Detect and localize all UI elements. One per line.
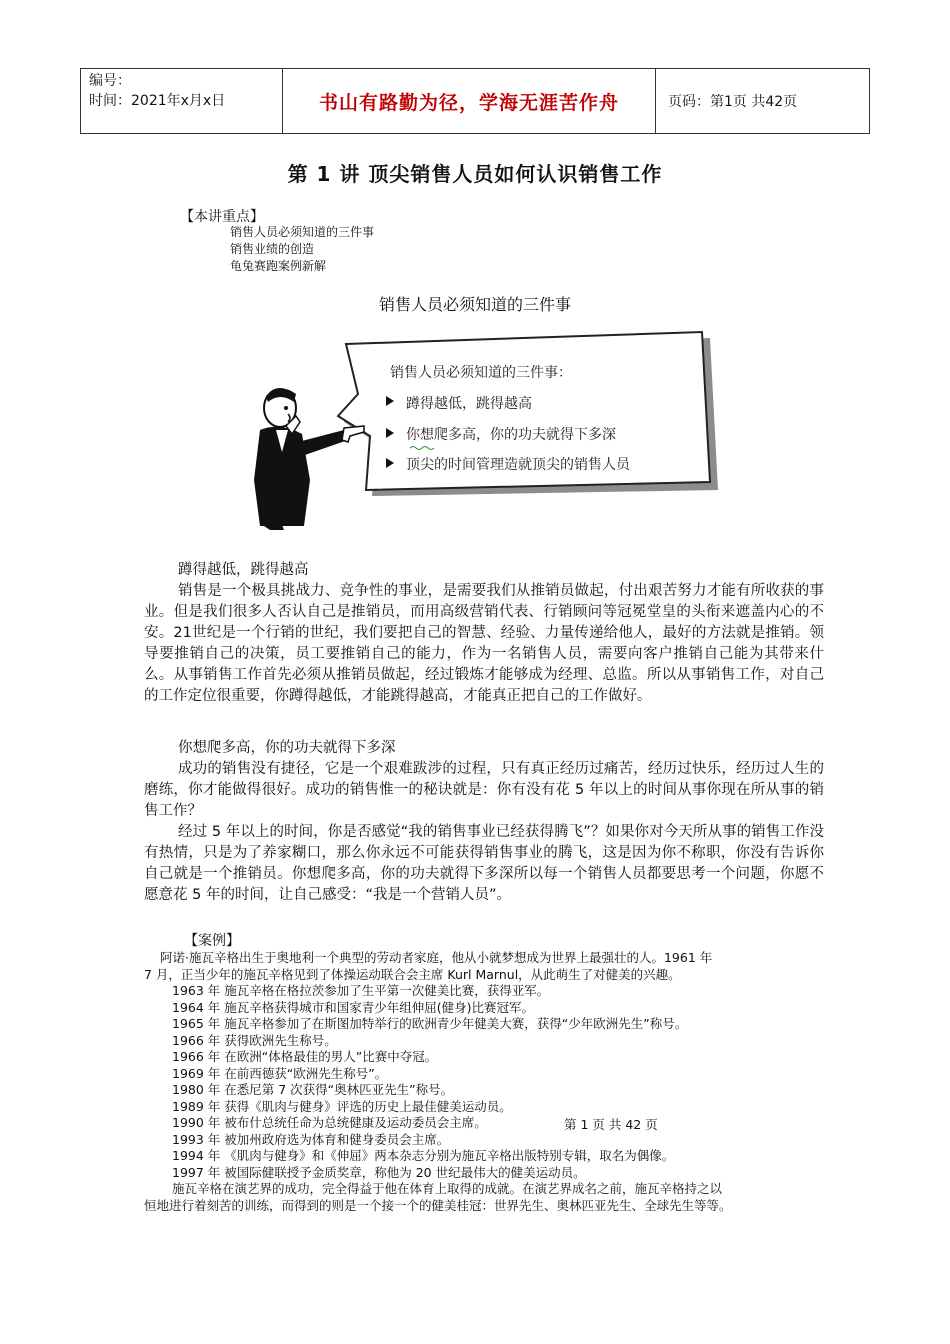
case-event: 1963 年 施瓦辛格在格拉茨参加了生平第一次健美比赛，获得亚军。 [172,983,550,998]
header-meta [81,69,283,133]
case-conclusion-line: 恒地进行着刻苦的训练，而得到的则是一个接一个的健美桂冠：世界先生、奥林匹亚先生、全球先生等等。 [144,1197,732,1213]
page-label: 页码：第1页 共42页 [668,94,798,110]
part1-paragraph: 销售是一个极具挑战力、竞争性的事业，是需要我们从推销员做起，付出艰苦努力才能有所收获的事业。但是我们很多人否认自己是推销员，而用高级营销代表、行销顾问等冠冕堂皇的头衔来遮盖内心的不安。21世纪是一个行销的世纪，我们要把自己的智慧、经验、力量传递给他人，最好的方法就是推销。领导要推销自己的决策，员工要推销自己的能力，作为一名销售人员，需要向客户推销自己能为其带来什么。从事销售工作首先必须从推销员做起，经过锻炼才能够成为经理、总监。所以从事销售工作，对自己的工作定位很重要，你蹲得越低，才能跳得越高，才能真正把自己的工作做好。 [144,583,824,704]
page-footer: 第 1 页 共 42 页 [564,1117,658,1132]
part1-section [144,560,824,707]
case-event: 1989 年 获得《肌肉与健身》评选的历史上最佳健美运动员。 [172,1098,512,1114]
case-event: 1966 年 在欧洲“体格最佳的男人”比赛中夺冠。 [172,1049,438,1064]
part2-paragraph-2: 经过 5 年以上的时间，你是否感觉“我的销售事业已经获得腾飞”？如果你对今天所从事的销售工作没有热情，只是为了养家糊口，那么你永远不可能获得销售事业的腾飞，这是因为你不称职，你没有告诉你自己就是一个推销员。你想爬多高，你的功夫就得下多深所以每一个销售人员都要思考一个问题，你愿不愿意花 5 年的时间，让自己感受：“我是一个营销人员”。 [144,824,824,903]
case-event: 1990 年 被布什总统任命为总统健康及运动委员会主席。 [172,1115,487,1130]
number-label: 编号： [89,73,131,89]
bubble-item: 顶尖的时间管理造就顶尖的销售人员 [406,457,630,473]
key-point-item: 销售业绩的创造 [230,242,315,256]
case-conclusion-line: 施瓦辛格在演艺界的成功，完全得益于他在体育上取得的成就。在演艺界成名之前，施瓦辛格持之以 [172,1181,723,1196]
key-points-heading: 【本讲重点】 [180,209,264,225]
key-point-item: 销售人员必须知道的三件事 [230,225,375,239]
case-event: 1964 年 施瓦辛格获得城市和国家青少年组伸屈(健身)比赛冠军。 [172,999,535,1015]
part2-section [144,738,824,906]
case-event: 1969 年 在前西德获“欧洲先生称号”。 [172,1065,388,1081]
case-section [144,932,824,1214]
part2-paragraph-1: 成功的销售没有捷径，它是一个艰难跋涉的过程，只有真正经历过痛苦，经历过快乐，经历过人生的磨练，你才能做得很好。成功的销售惟一的秘诀就是：你有没有花 5 年以上的时间从事你现在所从事的销售工作？ [144,761,824,819]
case-intro-line: 阿诺·施瓦辛格出生于奥地利一个典型的劳动者家庭，他从小就梦想成为世界上最强壮的人。1961 年 [160,950,713,965]
motto: 书山有路勤为径，学海无涯苦作舟 [283,69,656,133]
case-event: 1965 年 施瓦辛格参加了在斯图加特举行的欧洲青少年健美大赛，获得“少年欧洲先生”称号。 [172,1016,688,1031]
case-event: 1966 年 获得欧洲先生称号。 [172,1032,337,1048]
case-event: 1994 年 《肌肉与健身》和《伸屈》两本杂志分别为施瓦辛格出版特别专辑，取名为偶像。 [172,1148,675,1163]
case-heading: 【案例】 [184,933,240,949]
bubble-item: 你想爬多高，你的功夫就得下多深 [406,427,616,443]
header-table [80,68,870,134]
case-event: 1997 年 被国际健联授予金质奖章，称他为 20 世纪最伟大的健美运动员。 [172,1164,586,1180]
bubble-heading: 销售人员必须知道的三件事： [390,365,572,381]
bubble-item: 蹲得越低，跳得越高 [406,396,532,412]
key-point-item: 龟兔赛跑案例新解 [230,259,327,273]
case-intro-line: 7 月，正当少年的施瓦辛格见到了体操运动联合会主席 Kurl Marnul，从此萌生了对健美的兴趣。 [144,966,681,982]
section-title: 销售人员必须知道的三件事 [378,295,571,314]
case-event: 1993 年 被加州政府选为体育和健身委员会主席。 [172,1131,450,1147]
illustration [240,330,720,530]
date-label: 时间：2021年x月x日 [89,93,226,109]
lecture-title: 第 1 讲 顶尖销售人员如何认识销售工作 [287,162,663,186]
case-event: 1980 年 在悉尼第 7 次获得“奥林匹亚先生”称号。 [172,1082,454,1097]
key-points-list [230,224,374,275]
part2-subtitle: 你想爬多高，你的功夫就得下多深 [178,740,396,756]
part1-subtitle: 蹲得越低，跳得越高 [178,562,309,578]
